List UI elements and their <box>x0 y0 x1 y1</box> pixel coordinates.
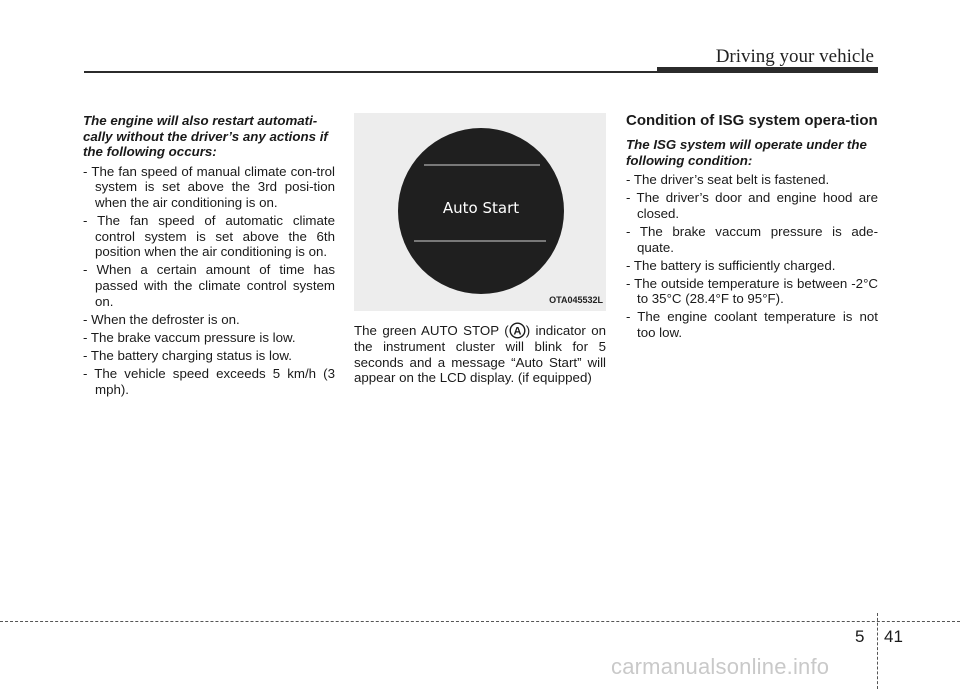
watermark-text: carmanualsonline.info <box>611 654 830 679</box>
display-message-text: Auto Start <box>442 199 520 217</box>
list-item: - The engine coolant temperature is not too low. <box>626 309 878 341</box>
chapter-number: 5 <box>855 627 865 646</box>
isg-conditions-lead: The ISG system will operate under the following condition: <box>626 137 867 168</box>
section-header-title: Driving your vehicle <box>715 46 874 67</box>
isg-conditions-heading: Condition of ISG system opera-tion <box>626 112 878 129</box>
paragraph-text-end: ) indicator on the instrument cluster will blink for 5 seconds and a message “Auto Start” will appear on the LCD display. (if equipped) <box>354 323 606 386</box>
footer-divider <box>877 613 878 689</box>
restart-conditions-lead: The engine will also restart automati-cally without the driver’s any actions if the following occurs: <box>83 113 328 160</box>
list-item: - The battery is sufficiently charged. <box>626 257 836 273</box>
paragraph-text-start: The green AUTO STOP ( <box>354 323 509 338</box>
list-item: - The driver’s seat belt is fastened. <box>626 172 830 188</box>
lcd-display-illustration <box>354 113 606 311</box>
auto-stop-paragraph <box>354 322 606 386</box>
figure-code: OTA045532L <box>549 295 603 306</box>
svg-text:A: A <box>513 325 522 338</box>
list-item: - The outside temperature is between -2°C to 35°C (28.4°F to 95°F). <box>626 275 878 307</box>
page-number: 41 <box>884 627 903 646</box>
list-item: - The brake vaccum pressure is ade-quate. <box>626 223 878 255</box>
footer-rule <box>0 621 960 622</box>
restart-conditions-list <box>83 164 335 397</box>
list-item: - The driver’s door and engine hood are closed. <box>626 190 878 221</box>
list-item: - The battery charging status is low. <box>83 347 292 363</box>
list-item: - When a certain amount of time has passed with the climate control system on. <box>83 262 335 309</box>
header-rule-accent <box>657 67 878 73</box>
auto-stop-indicator-icon <box>509 322 526 339</box>
column-left <box>83 113 335 400</box>
list-item: - The brake vaccum pressure is low. <box>83 329 296 345</box>
list-item: - The fan speed of automatic climate control system is set above the 6th position when the air conditioning is on. <box>83 213 335 260</box>
list-item: - When the defroster is on. <box>83 311 240 327</box>
column-right <box>626 113 878 343</box>
column-middle <box>354 113 606 399</box>
list-item: - The vehicle speed exceeds 5 km/h (3 mph). <box>83 365 335 397</box>
isg-conditions-list <box>626 172 878 340</box>
auto-start-figure <box>354 113 606 311</box>
list-item: - The fan speed of manual climate con-trol system is set above the 3rd posi-tion when the air conditioning is on. <box>83 163 335 210</box>
